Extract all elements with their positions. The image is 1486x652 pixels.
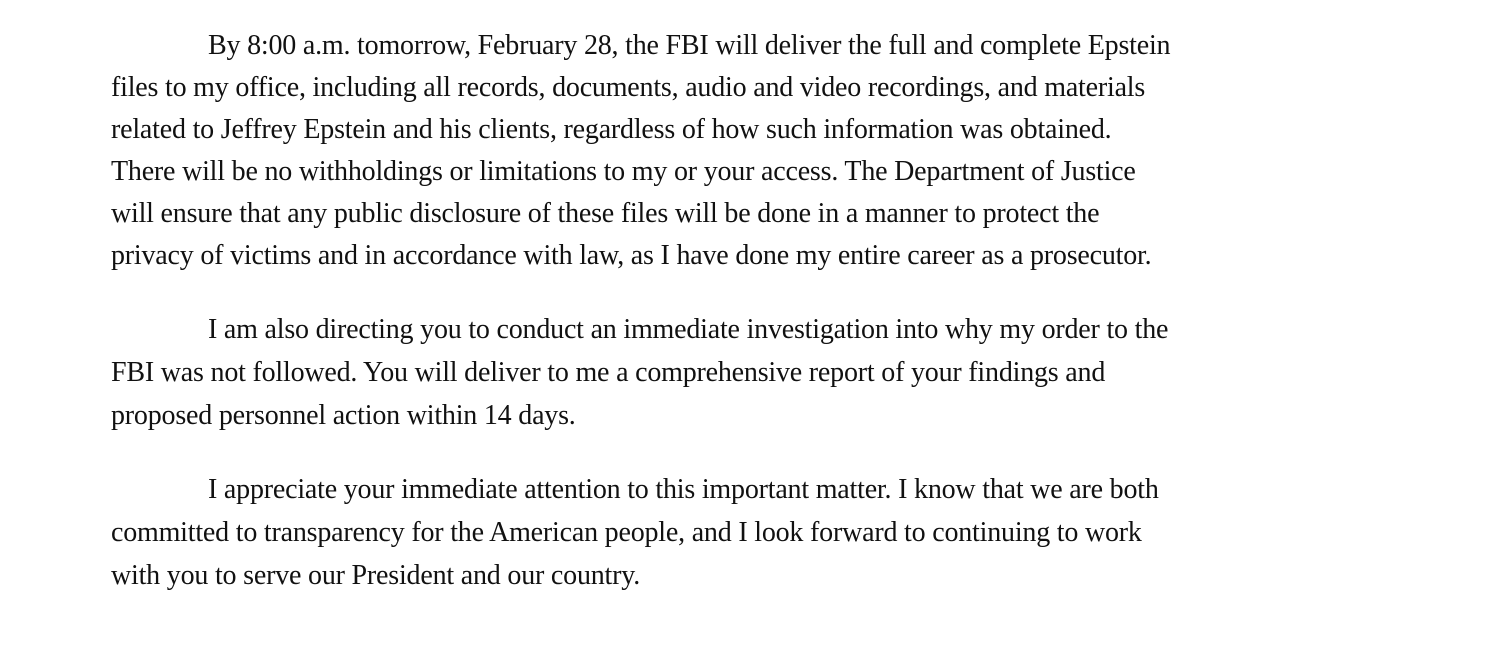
paragraph-line: I am also directing you to conduct an immediate investigation into why my order to the xyxy=(208,314,1169,345)
paragraph-line: proposed personnel action within 14 days. xyxy=(111,400,576,431)
paragraph-line: committed to transparency for the American people, and I look forward to continuing to work xyxy=(111,517,1142,548)
paragraph-line: There will be no withholdings or limitations to my or your access. The Department of Justice xyxy=(111,156,1136,187)
paragraph-line: FBI was not followed. You will deliver to me a comprehensive report of your findings and xyxy=(111,357,1106,388)
paragraph-line: related to Jeffrey Epstein and his clients, regardless of how such information was obtained. xyxy=(111,114,1112,145)
paragraph-line: I appreciate your immediate attention to this important matter. I know that we are both xyxy=(208,474,1159,505)
paragraph-line: with you to serve our President and our country. xyxy=(111,560,641,591)
paragraph-line: By 8:00 a.m. tomorrow, February 28, the FBI will deliver the full and complete Epstein xyxy=(208,30,1171,61)
paragraph-line: privacy of victims and in accordance with law, as I have done my entire career as a prosecutor. xyxy=(111,240,1152,271)
paragraph-line: files to my office, including all records, documents, audio and video recordings, and materials xyxy=(111,72,1146,103)
paragraph-line: will ensure that any public disclosure of these files will be done in a manner to protect the xyxy=(111,198,1100,229)
